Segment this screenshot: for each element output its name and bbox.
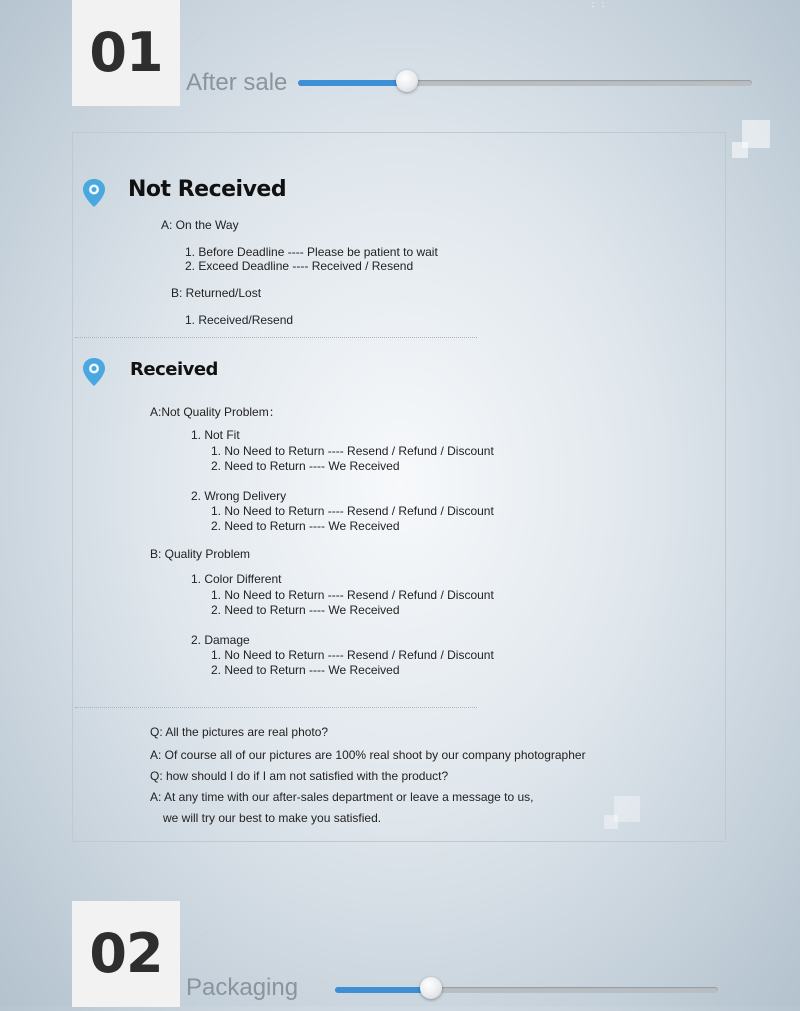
list-item: 2. Need to Return ---- We Received	[211, 519, 400, 533]
group-label: 1. Color Different	[191, 572, 282, 586]
dotted-divider	[75, 707, 477, 708]
divider-slash	[187, 930, 208, 949]
group-label: 1. Not Fit	[191, 428, 240, 442]
option-b-label: B: Returned/Lost	[171, 286, 262, 300]
faq-answer: A: At any time with our after-sales department or leave a message to us,	[150, 790, 534, 804]
divider-slash	[187, 29, 208, 48]
section-header-packaging	[0, 901, 800, 1011]
list-item: 2. Need to Return ---- We Received	[211, 603, 400, 617]
list-item: 2. Need to Return ---- We Received	[211, 459, 400, 473]
category-title-received: Received	[130, 359, 218, 380]
slider-knob[interactable]	[420, 977, 442, 999]
group-label: 2. Damage	[191, 633, 250, 647]
list-item: 2. Exceed Deadline ---- Received / Resend	[185, 259, 414, 273]
sparkle-decoration: ⋮⋮	[588, 0, 608, 9]
section-title: After sale	[186, 69, 288, 96]
category-title-not-received: Not Received	[128, 177, 287, 202]
list-item: 1. Received/Resend	[185, 313, 294, 327]
location-pin-icon	[82, 178, 106, 208]
location-pin-icon	[82, 357, 106, 387]
group-label: 2. Wrong Delivery	[191, 489, 287, 503]
decor-square	[732, 142, 748, 158]
slider-fill	[335, 987, 431, 993]
list-item: 1. No Need to Return ---- Resend / Refund / Discount	[211, 504, 494, 518]
faq-answer-continued: we will try our best to make you satisfied.	[163, 811, 382, 825]
section-number: 01	[72, 0, 180, 106]
list-item: 1. No Need to Return ---- Resend / Refund / Discount	[211, 444, 494, 458]
dotted-divider	[75, 337, 477, 338]
faq-answer: A: Of course all of our pictures are 100% real shoot by our company photographer	[150, 748, 586, 762]
section-title: Packaging	[186, 974, 299, 1001]
slider-knob[interactable]	[396, 70, 418, 92]
option-b-label: B: Quality Problem	[150, 547, 251, 561]
after-sale-panel	[72, 132, 726, 842]
option-a-label: A:Not Quality Problem：	[150, 405, 281, 419]
list-item: 1. No Need to Return ---- Resend / Refund / Discount	[211, 588, 494, 602]
slider-fill	[298, 80, 407, 86]
progress-slider[interactable]	[335, 987, 718, 993]
section-header-after-sale	[0, 0, 800, 110]
faq-question: Q: All the pictures are real photo?	[150, 725, 329, 739]
section-number: 02	[72, 901, 180, 1007]
progress-slider[interactable]	[298, 80, 752, 86]
faq-question: Q: how should I do if I am not satisfied with the product?	[150, 769, 449, 783]
option-a-label: A: On the Way	[161, 218, 239, 232]
list-item: 1. No Need to Return ---- Resend / Refund / Discount	[211, 648, 494, 662]
list-item: 1. Before Deadline ---- Please be patient to wait	[185, 245, 438, 259]
list-item: 2. Need to Return ---- We Received	[211, 663, 400, 677]
